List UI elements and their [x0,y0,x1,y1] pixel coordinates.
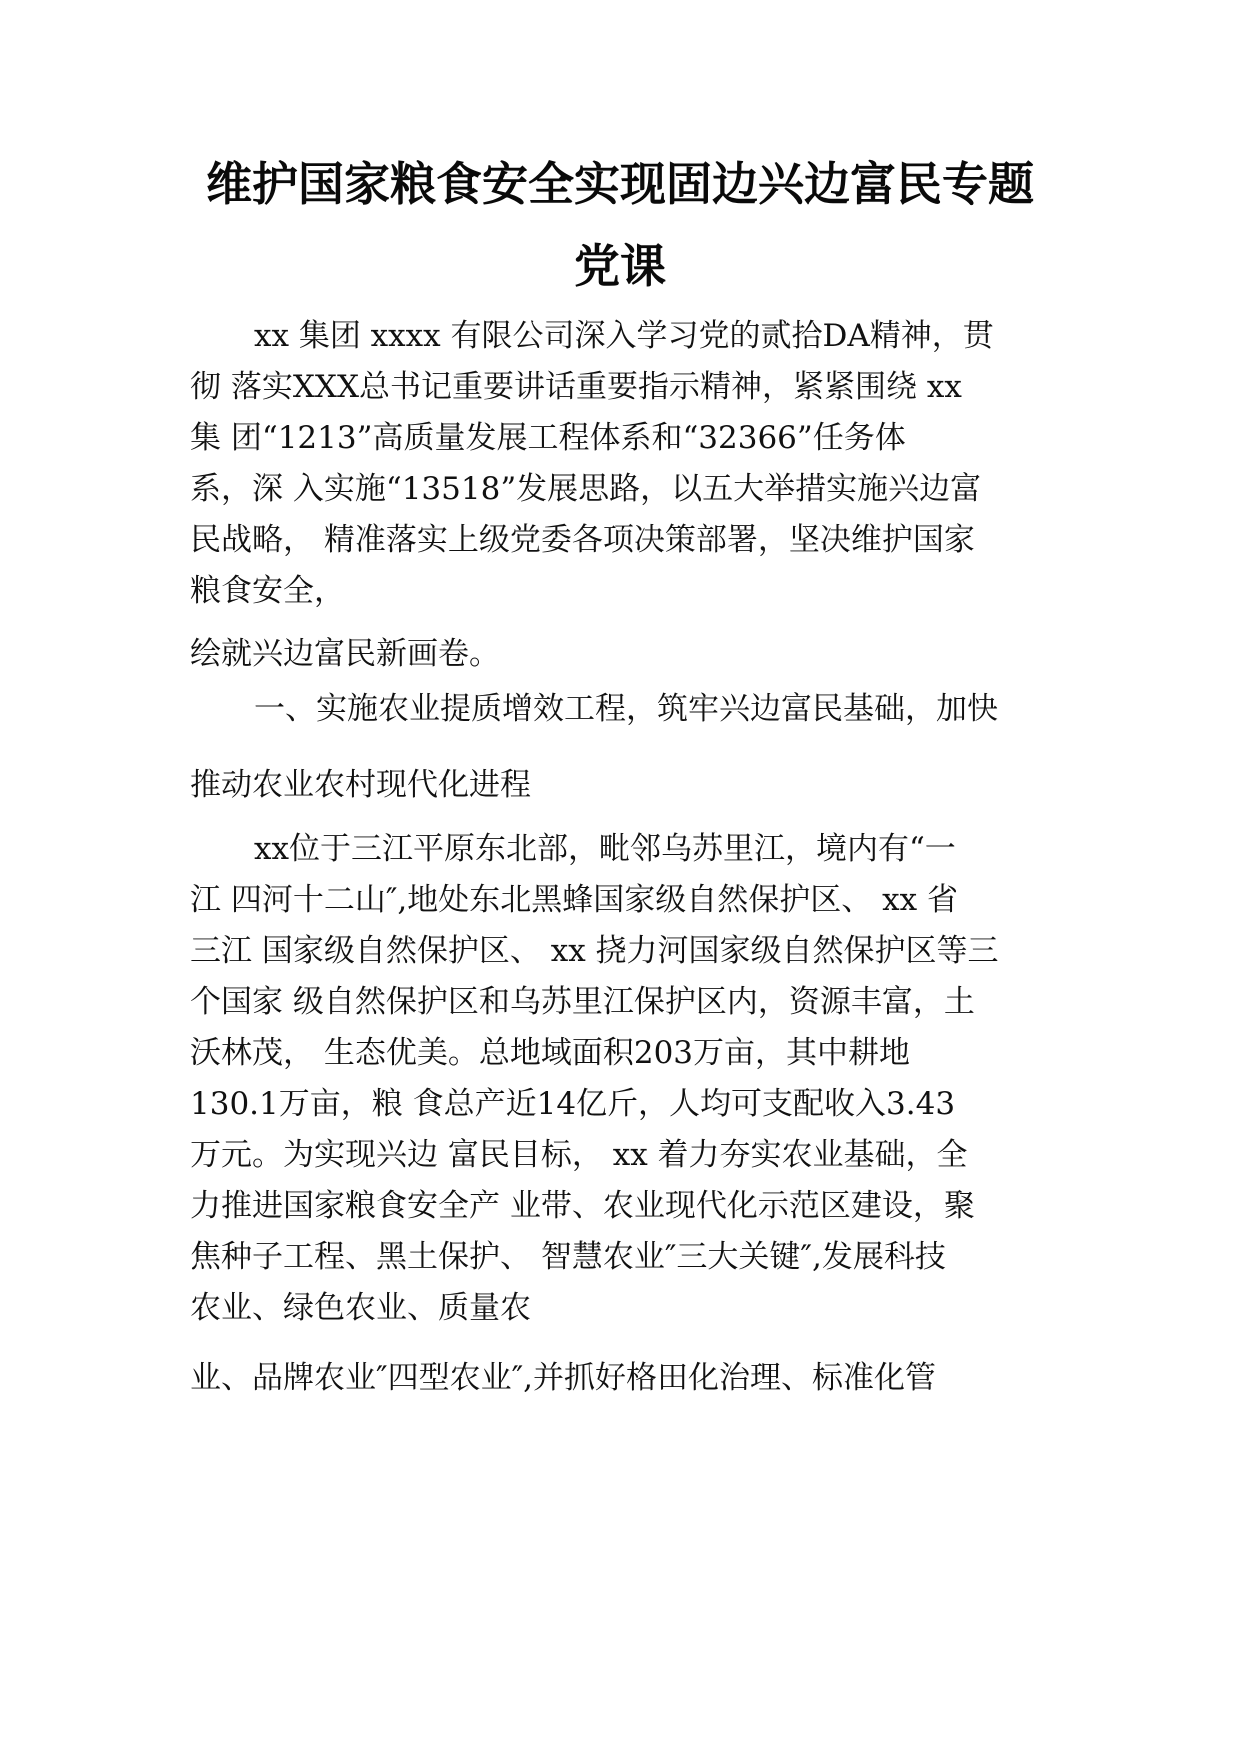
intro-line: 粮食安全， [190,573,345,609]
body-line: 万元。为实现兴边 富民目标， xx 着力夯实农业基础，全 [190,1137,968,1173]
body-line: 力推进国家粮食安全产 业带、农业现代化示范区建设，聚 [190,1188,975,1224]
body-line: 江 四河十二山″,地处东北黑蜂国家级自然保护区、 xx 省 [190,882,958,918]
intro-line: 集 团“1213”高质量发展工程体系和“32366”任务体 [190,420,906,456]
section-heading-line: 一、实施农业提质增效工程，筑牢兴边富民基础，加快 [254,691,998,727]
body-line: 三江 国家级自然保护区、 xx 挠力河国家级自然保护区等三 [190,933,999,969]
intro-line: 系，深 入实施“13518”发展思路，以五大举措实施兴边富 [190,471,982,507]
body-line: 焦种子工程、黑土保护、 智慧农业″三大关键″,发展科技 [190,1239,946,1275]
body-line: 农业、绿色农业、质量农 [190,1290,531,1326]
body-line: 130.1万亩，粮 食总产近14亿斤，人均可支配收入3.43 [190,1086,956,1122]
intro-line: 民战略， 精准落实上级党委各项决策部署，坚决维护国家 [190,522,975,558]
intro-line: xx 集团 xxxx 有限公司深入学习党的贰拾DA精神，贯 [254,318,994,354]
body-line: xx位于三江平原东北部，毗邻乌苏里江，境内有“一 [254,831,956,867]
body-line: 业、品牌农业″四型农业″,并抓好格田化治理、标准化管 [190,1360,937,1396]
body-line: 个国家 级自然保护区和乌苏里江保护区内，资源丰富，土 [190,984,975,1020]
intro-closing-line: 绘就兴边富民新画卷。 [190,636,500,672]
document-title-line-1: 维护国家粮食安全实现固边兴边富民专题 [206,157,1034,211]
body-line: 沃林茂， 生态优美。总地域面积203万亩，其中耕地 [190,1035,911,1071]
section-heading-line: 推动农业农村现代化进程 [190,767,531,803]
document-title-line-2: 党课 [574,239,666,293]
intro-line: 彻 落实XXX总书记重要讲话重要指示精神，紧紧围绕 xx [190,369,962,405]
